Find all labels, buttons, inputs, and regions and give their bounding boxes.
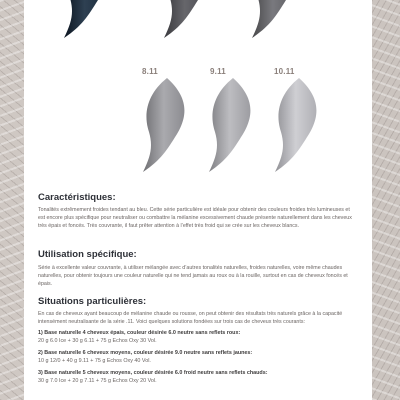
hair-swatch-10-11 [268, 76, 326, 174]
swatch-label-8-11: 8.11 [142, 67, 158, 76]
swatch-label-9-11: 9.11 [210, 67, 226, 76]
usage-text: Série à excellente valeur couvrante, à utiliser mélangée avec d’autres tonalités naturelles, froides naturelles, voire même chaudes naturelles, pour obtenir toujours une couleur naturelle qui ne tend jamais au roux ou à la rouille, surtout en cas de cheveux foncés et épais. [38, 265, 348, 287]
characteristics-heading: Caractéristiques: [38, 192, 116, 203]
hair-swatch-1 [58, 0, 114, 40]
case-2-formula: 10 g 12/0 + 40 g 9.11 + 75 g Echos Oxy 40 Vol. [38, 358, 151, 364]
situations-heading: Situations particulières: [38, 296, 147, 307]
marble-border-left [0, 0, 24, 400]
case-1-formula: 20 g 6.0 Ice + 30 g 6.11 + 75 g Echos Oxy 30 Vol. [38, 338, 157, 344]
hair-swatch-2 [158, 0, 214, 40]
hair-swatch-9-11 [202, 76, 260, 174]
situations-intro: En cas de cheveux ayant beaucoup de mélanine chaude ou rousse, on peut obtenir des résultats très naturels grâce à la capacité intensément neutralisante de la série .11. Voici quelques solutions fondées sur trois cas de cheveux très courants: [38, 311, 343, 325]
characteristics-text: Tonalités extrêmement froides tendant au bleu. Cette série particulière est idéale pour obtenir des couleurs froides très lumineuses et est encore plus spécifique pour neutraliser ou combattre la mélanine excessivement chaude présente naturellement dans les cheveux très épais et foncés. Très couvrante, il faut prêter attention à l’effet très froid qui se crée sur les cheveux blancs. [38, 207, 352, 229]
case-3-title: 3) Base naturelle 5 cheveux moyens, couleur désirée 6.0 froid neutre sans reflets chauds: [38, 370, 268, 376]
case-2-title: 2) Base naturelle 6 cheveux moyens, couleur désirée 9.0 neutre sans reflets jaunes: [38, 350, 253, 356]
case-3-formula: 30 g 7.0 Ice + 20 g 7.11 + 75 g Echos Oxy 20 Vol. [38, 378, 157, 384]
case-1-title: 1) Base naturelle 4 cheveux épais, couleur désirée 6.0 neutre sans reflets roux: [38, 330, 241, 336]
usage-heading: Utilisation spécifique: [38, 249, 137, 260]
hair-swatch-3 [246, 0, 302, 40]
page [24, 0, 372, 400]
marble-border-right [372, 0, 400, 400]
hair-swatch-8-11 [136, 76, 194, 174]
swatch-label-10-11: 10.11 [274, 67, 295, 76]
